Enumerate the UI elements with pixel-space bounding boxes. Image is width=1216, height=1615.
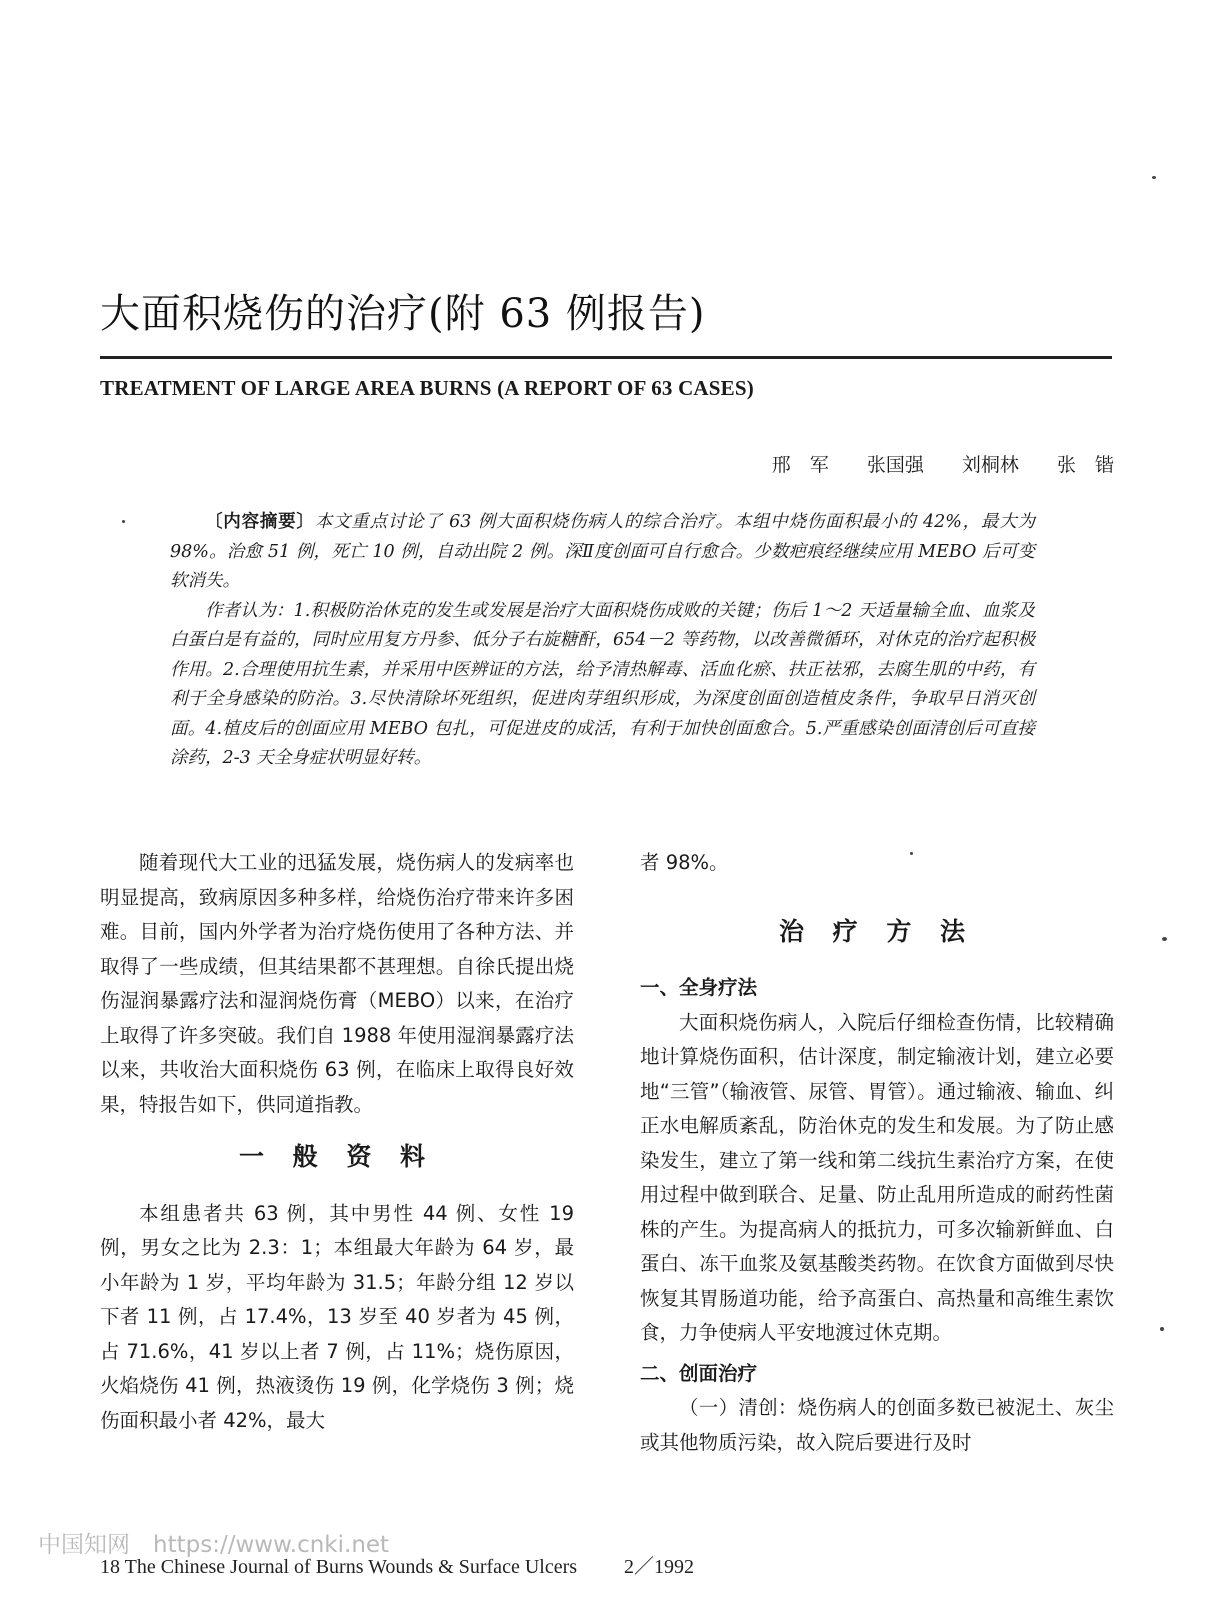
cnki-watermark: 中国知网 https://www.cnki.net (38, 1532, 390, 1558)
scan-speck (1152, 176, 1156, 179)
abstract-label: 〔内容摘要〕 (205, 512, 315, 532)
scan-speck (910, 852, 913, 855)
section-heading-general-data: 一 般 资 料 (238, 1142, 436, 1171)
journal-name: The Chinese Journal of Burns Wounds & Surface Ulcers (124, 1556, 578, 1578)
scan-speck (1162, 937, 1167, 941)
continuation-text: 者 98%。 (640, 851, 729, 874)
author-name: 张 锴 (1056, 454, 1114, 476)
page-footer (100, 1550, 694, 1579)
subheading-systemic-therapy: 一、全身疗法 (640, 976, 758, 999)
scan-speck (122, 520, 125, 523)
general-data-paragraph: 本组患者共 63 例，其中男性 44 例、女性 19 例，男女之比为 2.3：1；本组最大年龄为 64 岁，最小年龄为 1 岁，平均年龄为 31.5；年龄分组 12 岁以下者 11 例，占 17.4%，13 岁至 40 岁者为 45 例，占 71.6%，41 岁以上者 7 例，占 11%；烧伤原因，火焰烧伤 41 例，热液烫伤 19 例，化学烧伤 3 例；烧伤面积最小者 42%，最大 (100, 1201, 574, 1432)
subheading-wound-treatment: 二、创面治疗 (640, 1361, 758, 1385)
section-heading-treatment: 治 疗 方 法 (778, 916, 976, 946)
article-title-english: TREATMENT OF LARGE AREA BURNS (A REPORT OF 63 CASES) (100, 376, 754, 400)
author-name: 张国强 (866, 454, 924, 476)
abstract-text-1: 本文重点讨论了 63 例大面积烧伤病人的综合治疗。本组中烧伤面积最小的 42%，最大为 98%。治愈 51 例，死亡 10 例，自动出院 2 例。深Ⅱ度创面可自行愈合。少数疤痕经继续应用 MEBO 后可变软消失。 (170, 512, 1036, 591)
abstract-paragraph-1 (170, 508, 1035, 597)
abstract-paragraph-2: 作者认为：1.积极防治休克的发生或发展是治疗大面积烧伤成败的关键；伤后 1～2 天适量输全血、血浆及白蛋白是有益的，同时应用复方丹参、低分子右旋糖酐，654－2 等药物，以改善微循环，对休克的治疗起积极作用。2.合理使用抗生素，并采用中医辨证的方法，给予清热解毒、活血化瘀、扶正祛邪，去腐生肌的中药，有利于全身感染的防治。3.尽快清除坏死组织，促进肉芽组织形成，为深度创面创造植皮条件，争取早日消灭创面。4.植皮后的创面应用 MEBO 包扎，可促进皮的成活，有利于加快创面愈合。5.严重感染创面清创后可直接涂药，2-3 天全身症状明显好转。 (170, 600, 1035, 768)
issue-number: 2／1992 (624, 1556, 695, 1578)
left-column (100, 846, 574, 1438)
page-number: 18 (100, 1556, 120, 1578)
author-list (772, 450, 1114, 477)
systemic-therapy-paragraph: 大面积烧伤病人，入院后仔细检查伤情，比较精确地计算烧伤面积，估计深度，制定输液计划，建立必要地“三管”（输液管、尿管、胃管）。通过输液、输血、纠正水电解质紊乱，防治休克的发生和发展。为了防止感染发生，建立了第一线和第二线抗生素治疗方案，在使用过程中做到联合、足量、防止乱用所造成的耐药性菌株的产生。为提高病人的抵抗力，可多次输新鲜血、白蛋白、冻干血浆及氨基酸类药物。在饮食方面做到尽快恢复其胃肠道功能，给予高蛋白、高热量和高维生素饮食，力争使病人平安地渡过休克期。 (640, 1010, 1114, 1344)
introduction-paragraph: 随着现代大工业的迅猛发展，烧伤病人的发病率也明显提高，致病原因多种多样，给烧伤治疗带来许多困难。目前，国内外学者为治疗烧伤使用了各种方法、并取得了一些成绩，但其结果都不甚理想。自徐氏提出烧伤湿润暴露疗法和湿润烧伤膏（MEBO）以来，在治疗上取得了许多突破。我们自 1988 年使用湿润暴露疗法以来，共收治大面积烧伤 63 例，在临床上取得良好效果，特报告如下，供同道指教。 (100, 851, 574, 1116)
author-name: 邢 军 (771, 454, 829, 476)
scan-speck (1160, 1327, 1164, 1331)
title-divider (100, 356, 1112, 359)
article-title-chinese: 大面积烧伤的治疗(附 63 例报告) (100, 291, 706, 337)
author-name: 刘桐林 (961, 454, 1019, 476)
wound-treatment-paragraph: （一）清创：烧伤病人的创面多数已被泥土、灰尘或其他物质污染，故入院后要进行及时 (640, 1396, 1114, 1454)
abstract (170, 508, 1035, 774)
right-column (640, 846, 1114, 1460)
